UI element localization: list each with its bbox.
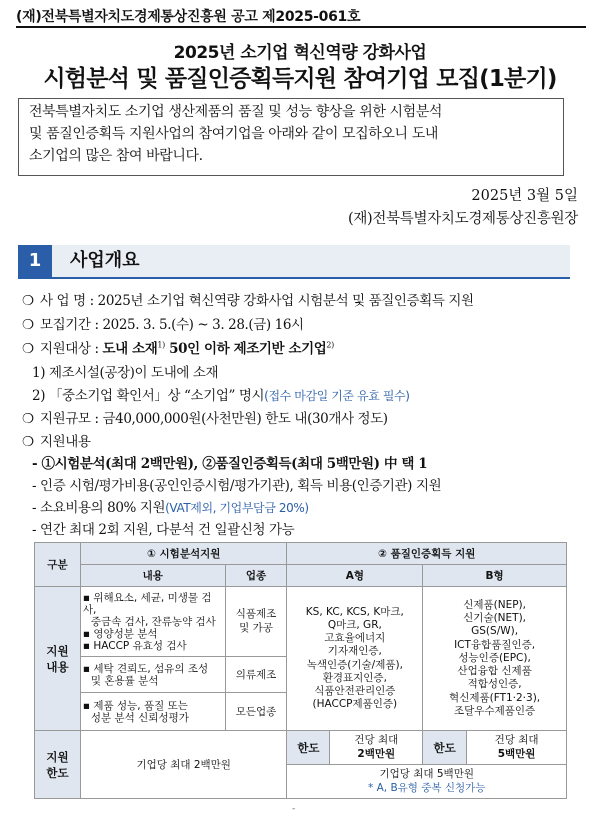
- section-number: 1: [18, 245, 52, 277]
- content-detail-3: - 소요비용의 80% 지원(VAT제외, 기업부담금 20%): [32, 500, 309, 516]
- type-a-certs: KS, KC, KCS, K마크, Q마크, GR, 고효율에너지 기자재인증, 녹색인증(기술/제품), 환경표지인증, 식품안전관리인증 (HACCP제품인증): [287, 587, 423, 731]
- intro-line: 및 품질인증획득 지원사업의 참여기업을 아래와 같이 모집하오니 도내: [29, 126, 438, 142]
- overview-target: ❍ 지원대상 : 도내 소재$^{1)}$ 50인 이하 제조기반 소기업$^{2)}$: [22, 340, 334, 357]
- overview-project: ❍ 사 업 명 : 2025년 소기업 혁신역량 강화사업 시험분석 및 품질인증획득 지원: [22, 293, 474, 309]
- cert-support-header: ② 품질인증획득 지원: [287, 543, 567, 565]
- notice-number: (재)전북특별자치도경제통상진흥원 공고 제2025-061호: [16, 9, 361, 25]
- overview-scale: ❍ 지원규모 : 금40,000,000원(사천만원) 한도 내(30개사 정도): [22, 411, 388, 427]
- section-title: 사업개요: [70, 250, 140, 271]
- cert-limit: 기업당 최대 5백만원 * A, B유형 중복 신청가능: [287, 765, 567, 799]
- type-b-certs: 신제품(NEP), 신기술(NET), GS(S/W), ICT융합품질인증, 성능인증(EPC), 산업융합 신제품 적합성인증, 혁신제품(FT1·2·3), 조달우수제품인증: [423, 587, 567, 731]
- content-header: 내용: [80, 565, 225, 587]
- issuer-name: (재)전북특별자치도경제통상진흥원장: [347, 211, 578, 227]
- textile-test-items: ▪ 세탁 견뢰도, 섬유의 조성 및 혼용률 분석: [80, 657, 225, 693]
- type-a-limit-label: 한도: [287, 731, 330, 765]
- textile-industry: 의류제조: [225, 657, 287, 693]
- announce-date: 2025년 3월 5일: [471, 188, 578, 204]
- test-limit: 기업당 최대 2백만원: [80, 731, 287, 799]
- page-footer-mark: -: [292, 804, 296, 814]
- circle-bullet-icon: ❍: [22, 341, 34, 357]
- col-group-header: 구분: [35, 543, 81, 587]
- circle-bullet-icon: ❍: [22, 317, 34, 333]
- type-b-limit: 건당 최대 5백만원: [467, 731, 567, 765]
- intro-box: [18, 98, 564, 176]
- overview-content: ❍ 지원내용: [22, 434, 91, 450]
- overview-period: ❍ 모집기간 : 2025. 3. 5.(수) ~ 3. 28.(금) 16시: [22, 317, 304, 333]
- circle-bullet-icon: ❍: [22, 293, 34, 309]
- section-header: [18, 245, 570, 279]
- circle-bullet-icon: ❍: [22, 411, 34, 427]
- support-table: [34, 542, 567, 799]
- duplicate-apply-note: * A, B유형 중복 신청가능: [368, 781, 486, 794]
- type-a-limit: 건당 최대 2백만원: [330, 731, 423, 765]
- performance-test-items: ▪ 제품 성능, 품질 또는 성분 분석 신뢰성평가: [80, 693, 225, 731]
- intro-line: 소기업의 많은 참여 바랍니다.: [29, 148, 203, 164]
- test-support-header: ① 시험분석지원: [80, 543, 287, 565]
- food-test-items: ▪ 위해요소, 세균, 미생물 검사, 중금속 검사, 잔류농약 검사 ▪ 영양성분 분석 ▪ HACCP 유효성 검사: [80, 587, 225, 657]
- content-detail-4: - 연간 최대 2회 지원, 다분석 건 일괄신청 가능: [32, 522, 295, 538]
- footnote-2: 2) 「중소기업 확인서」상 “소기업” 명시(접수 마감일 기준 유효 필수): [32, 388, 410, 404]
- support-limit-label: 지원 한도: [35, 731, 81, 799]
- circle-bullet-icon: ❍: [22, 434, 34, 450]
- content-detail-2: - 인증 시험/평가비용(공인인증시험/평가기관), 획득 비용(인증기관) 지원: [32, 478, 442, 494]
- food-industry: 식품제조 및 가공: [225, 587, 287, 657]
- header-rule: [16, 26, 586, 28]
- all-industry: 모든업종: [225, 693, 287, 731]
- type-b-header: B형: [423, 565, 567, 587]
- intro-line: 전북특별자치도 소기업 생산제품의 품질 및 성능 향상을 위한 시험분석: [29, 104, 442, 120]
- content-detail-1: - ①시험분석(최대 2백만원), ②품질인증획득(최대 5백만원) 中 택 1: [32, 456, 428, 472]
- page-title: 시험분석 및 품질인증획득지원 참여기업 모집(1분기): [43, 66, 557, 92]
- industry-header: 업종: [225, 565, 287, 587]
- type-b-limit-label: 한도: [423, 731, 467, 765]
- page-subtitle: 2025년 소기업 혁신역량 강화사업: [173, 43, 427, 63]
- type-a-header: A형: [287, 565, 423, 587]
- footnote-1: 1) 제조시설(공장)이 도내에 소재: [32, 365, 219, 381]
- support-content-label: 지원 내용: [35, 587, 81, 731]
